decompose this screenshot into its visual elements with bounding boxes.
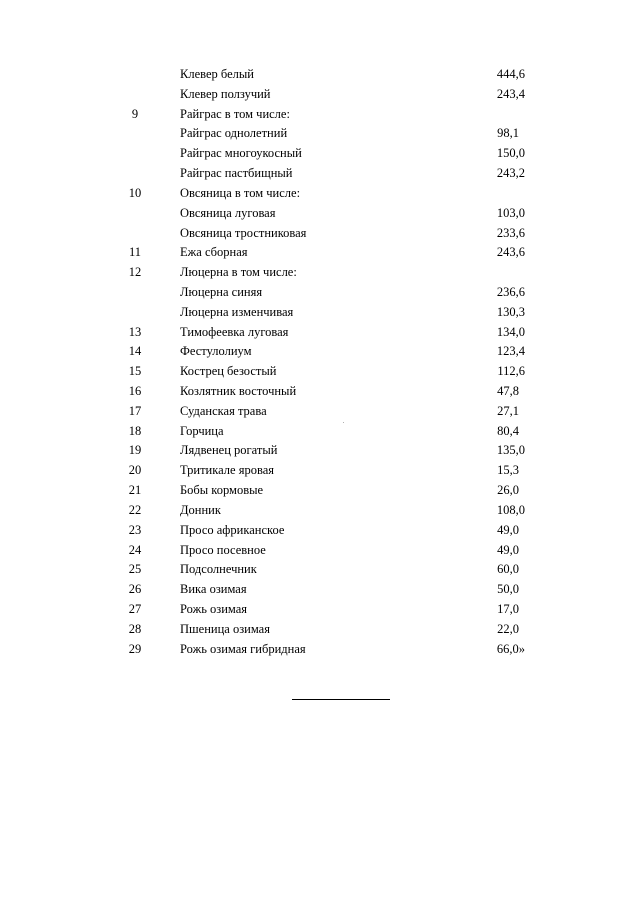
- crop-name: Ежа сборная: [180, 245, 248, 260]
- table-row: [0, 144, 640, 164]
- table-row: [0, 105, 640, 125]
- crop-value: 17,0: [497, 601, 519, 616]
- crop-name: Тимофеевка луговая: [180, 324, 289, 339]
- crop-value: 112,6: [497, 364, 525, 379]
- table-row: [0, 481, 640, 501]
- table-row: [0, 560, 640, 580]
- row-number: 26: [128, 582, 142, 597]
- crop-name: Просо африканское: [180, 522, 285, 537]
- table-row: [0, 362, 640, 382]
- crop-value: 236,6: [496, 284, 525, 299]
- table-row: [0, 263, 640, 283]
- row-number: 13: [128, 324, 142, 339]
- crop-value: 103,0: [496, 205, 525, 220]
- row-number: 22: [128, 502, 142, 517]
- table-row: [0, 164, 640, 184]
- crop-name: Козлятник восточный: [180, 384, 297, 398]
- crop-value: 444,6: [496, 67, 525, 81]
- crop-value: 243,2: [496, 166, 525, 181]
- row-number: 24: [128, 542, 142, 557]
- table-row: [0, 461, 640, 481]
- table-row: [0, 441, 640, 461]
- row-number: 17: [128, 403, 142, 418]
- table-row: [0, 402, 640, 422]
- crop-name: Люцерна изменчивая: [180, 304, 294, 319]
- crop-value: 49,0: [497, 542, 519, 557]
- crop-value: 130,3: [496, 304, 525, 319]
- crop-name: Горчица: [180, 423, 224, 438]
- crop-name: Овсяница тростниковая: [180, 225, 307, 240]
- crop-name: Лядвенец рогатый: [180, 443, 278, 458]
- row-number: 16: [128, 384, 142, 398]
- crop-name: Клевер белый: [180, 67, 254, 81]
- crop-name: Люцерна в том числе:: [180, 265, 297, 280]
- table-row: [0, 323, 640, 343]
- table-row: [0, 283, 640, 303]
- crop-name: Клевер ползучий: [180, 86, 271, 101]
- row-number: 14: [128, 344, 142, 359]
- crop-name: Люцерна синяя: [180, 284, 263, 299]
- row-number: 27: [128, 601, 142, 616]
- crop-name: Вика озимая: [180, 582, 247, 597]
- row-number: 19: [128, 443, 142, 458]
- crop-name: Овсяница в том числе:: [180, 185, 301, 200]
- crop-name: Бобы кормовые: [180, 483, 264, 498]
- row-number: 18: [128, 423, 142, 438]
- crop-value: 47,8: [497, 384, 519, 398]
- crop-value: 80,4: [497, 423, 519, 438]
- crop-name: Подсолнечник: [180, 562, 257, 577]
- crop-name: Райграс пастбищный: [180, 166, 293, 181]
- crop-value: 49,0: [497, 522, 519, 537]
- table-row: [0, 541, 640, 561]
- crop-name: Райграс однолетний: [180, 126, 288, 141]
- row-number: 25: [128, 562, 142, 577]
- table-row: [0, 640, 640, 660]
- crop-value: 66,0»: [496, 641, 525, 656]
- row-number: 12: [128, 265, 142, 280]
- row-number: 10: [128, 185, 142, 200]
- crop-value: 135,0: [496, 443, 525, 458]
- crop-value: 243,4: [496, 86, 525, 101]
- row-number: 11: [128, 245, 142, 260]
- crop-value: 26,0: [497, 483, 519, 498]
- crop-value: 60,0: [497, 562, 519, 577]
- table-row: [0, 501, 640, 521]
- crop-name: Овсяница луговая: [180, 205, 276, 220]
- table-row: [0, 382, 640, 402]
- table-row: [0, 600, 640, 620]
- table-row: [0, 422, 640, 442]
- end-separator-line: [292, 699, 390, 700]
- crop-value: 15,3: [497, 463, 519, 478]
- crop-name: Донник: [180, 502, 221, 517]
- crop-name: Пшеница озимая: [180, 621, 270, 636]
- crop-value: 243,6: [496, 245, 525, 260]
- scan-speck: [343, 422, 344, 423]
- crop-name: Кострец безостый: [180, 364, 277, 379]
- crop-value: 123,4: [496, 344, 525, 359]
- crop-value: 150,0: [496, 146, 525, 161]
- row-number: 20: [128, 463, 142, 478]
- table-row: [0, 65, 640, 85]
- table-row: [0, 204, 640, 224]
- crop-value: 134,0: [496, 324, 525, 339]
- crop-name: Райграс в том числе:: [180, 106, 290, 121]
- table-row: [0, 303, 640, 323]
- table-row: [0, 224, 640, 244]
- crop-value: 27,1: [497, 403, 519, 418]
- table-row: [0, 243, 640, 263]
- crop-name: Тритикале яровая: [180, 463, 274, 478]
- row-number: 28: [128, 621, 142, 636]
- row-number: 29: [128, 641, 142, 656]
- row-number: 21: [128, 483, 142, 498]
- crop-value: 50,0: [497, 582, 519, 597]
- crop-name: Рожь озимая гибридная: [180, 641, 306, 656]
- table-row: [0, 620, 640, 640]
- row-number: 23: [128, 522, 142, 537]
- crop-name: Рожь озимая: [180, 601, 248, 616]
- table-row: [0, 124, 640, 144]
- table-row: [0, 184, 640, 204]
- crop-value: 233,6: [496, 225, 525, 240]
- table-row: [0, 521, 640, 541]
- table-row: [0, 85, 640, 105]
- crop-value: 22,0: [497, 621, 519, 636]
- table-row: [0, 580, 640, 600]
- crop-name: Фестулолиум: [180, 344, 252, 359]
- crop-table: [0, 65, 640, 659]
- crop-value: 98,1: [497, 126, 519, 141]
- row-number: 15: [128, 364, 142, 379]
- table-row: [0, 342, 640, 362]
- crop-name: Райграс многоукосный: [180, 146, 302, 161]
- crop-name: Просо посевное: [180, 542, 266, 557]
- crop-value: 108,0: [496, 502, 525, 517]
- crop-name: Суданская трава: [180, 403, 267, 418]
- row-number: 9: [131, 106, 139, 121]
